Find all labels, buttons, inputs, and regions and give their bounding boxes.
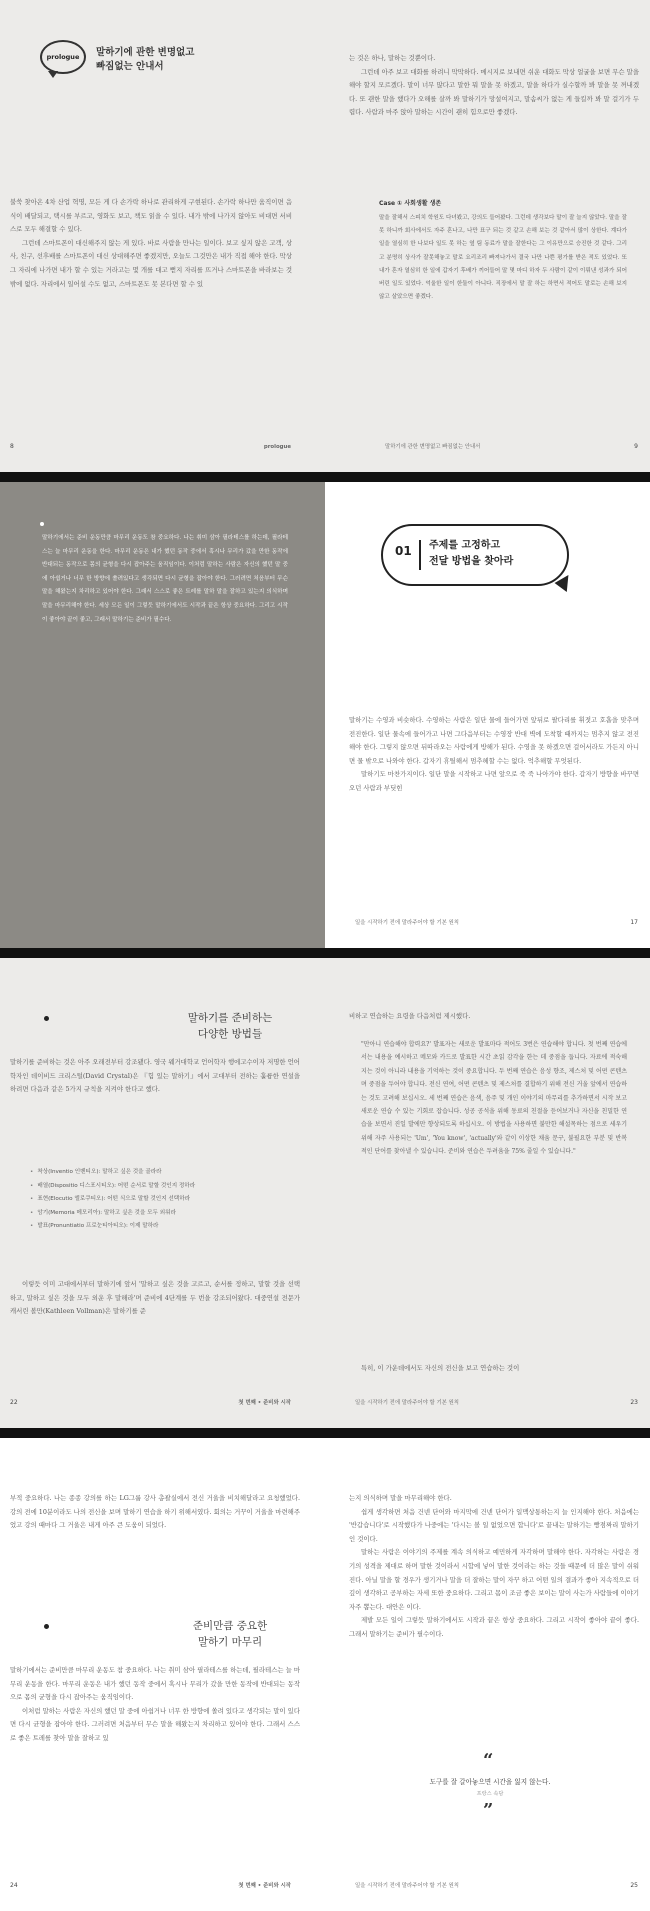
paragraph: 이처럼 말하는 사람은 자신의 했던 말 중에 아쉽거나 너무 한 방향에 쏠려 있다고 생각되는 말이 있다면 다시 균형을 잡아야 한다. 그러려면 처음부터 무슨 말을 해왔는지 차리하고 있어야 한다. 그래서 스스로 좋은 트레를 찾아 말을 잘하고 있 xyxy=(10,1706,300,1742)
section-heading-line2: 다양한 방법들 xyxy=(197,1028,263,1040)
chapter-number: 01 xyxy=(395,544,412,558)
paragraph: 비하고 연습하는 요령을 다음처럼 제시했다. xyxy=(349,1012,471,1020)
paragraph: 특히, 이 가운데에서도 자신의 전신을 보고 연습하는 것이 xyxy=(361,1364,520,1372)
section-heading-line1: 준비만큼 중요한 xyxy=(192,1620,268,1632)
paragraph: 는 것은 하나, 말하는 것뿐이다. xyxy=(349,54,436,62)
prologue-badge xyxy=(40,40,86,74)
paragraph: 그런데 스마트폰이 대신해주지 않는 게 있다. 바로 사람을 만나는 일이다. 보고 싶지 않은 고객, 상사, 친구, 선후배를 스마트폰이 대신 상대해주면 좋겠지만, 오늘도 그것만은 내가 직접 해야 한다. 막상 그 자리에 나가면 내가 할 수 있는 거라고는 몇 개를 대고 뻗지 자리를 뜨거나 스마트폰을 바라보는 것밖에 없다. 자리에서 일어설 수도 없고, 스마트폰도 못 본다면 할 수 있 xyxy=(10,238,292,288)
page-number: 25 xyxy=(630,1882,638,1889)
paragraph: 불쑥 찾아온 4차 산업 혁명, 모든 게 다 손가락 하나로 관리하게 구현된다. 손가락 하나만 움직이면 음식이 배달되고, 택시를 부르고, 영화도 보고, 책도 읽을 수 있다. 내가 밖에 나가지 않아도 비대면 서비스로 모두 해결할 수 있다. xyxy=(10,198,292,234)
case-title: Case ① 사회생활 생존 xyxy=(379,200,442,207)
page-16 xyxy=(0,482,325,948)
paragraph: 이렇듯 이미 고대에서부터 말하기에 앞서 '말하고 싶은 것을 고르고, 순서를 정하고, 말할 것을 선택하고, 말하고 싶은 것을 모두 외운 후 말해라'며 준비에 4단계를 두 번을 강조되어왔다. 대중연설 전문가 캐서린 볼만(Kathleen Vollman)은 말하기를 준 xyxy=(10,1280,300,1316)
page-number: 23 xyxy=(630,1399,638,1406)
page-17 xyxy=(325,482,650,948)
list-item: • 표현(Elocutio 엘로쿠티오): 어떤 식으로 말할 것인지 선택하라 xyxy=(30,1193,300,1207)
list-item: • 착상(Inventio 인벤티오): 말하고 싶은 것을 골라라 xyxy=(30,1166,300,1180)
paragraph: 제발 모든 일이 그렇듯 말하기에서도 시작과 끝은 항상 중요하다. 그리고 시작이 좋아야 끝이 좋다. 그래서 말하기는 준비가 필수이다. xyxy=(349,1616,639,1638)
section-heading xyxy=(150,1618,310,1650)
chapter-intro-quote: 말하기에서는 준비 운동만큼 마무리 운동도 참 중요하다. 나는 취미 삼아 필라테스를 하는데, 필라테스는 늘 마무리 운동을 한다. 마무리 운동은 내가 했던 동작 중에서 혹시나 무리가 갔을 만한 동작에 반대되는 동작으로 몸의 균형을 다시 잡아주는 움직임이다. 이처럼 말하는 사람은 자신의 했던 말 중에 아쉽거나 너무 한 방향에 쏠려있다고 생각되면 다시 균형을 잡아야 한다. 그러려면 처음부터 무슨 말을 해왔는지 차리하고 있어야 한다. 그래서 스스로 좋은 트레를 말하 말을 잘하고 있는지 의식하며 말을 마무리해야 한다. 세상 모든 일이 그렇듯 말하기에서도 시작과 끝은 항상 중요하다. 그리고 시작이 좋아야 끝이 좋고, 그래서 말하기는 준비가 필수다. xyxy=(42,535,288,623)
body-text xyxy=(349,52,639,120)
heading-bullet xyxy=(44,1016,49,1021)
body-text xyxy=(349,714,639,796)
paragraph: 부적 중요하다. 나는 종종 강의를 하는 LG그룹 강사 총괄실에서 전신 거울을 비치해달라고 요청했었다. 강의 전에 10분이라도 나의 전신을 보며 말하기 연습을 하기 위해서였다. 회의는 거꾸이 거울을 마련해주었고 강의 때마다 그 거울은 내게 아주 큰 도움이 되었다. xyxy=(10,1494,300,1530)
paragraph: 말하기에서는 준비만큼 마무리 운동도 참 중요하다. 나는 취미 삼아 필라테스를 하는데, 필라테스는 늘 마무리 운동을 한다. 마무리 운동은 내가 했던 동작 중에서 혹시나 무리가 갔을 만한 동작에 반대되는 동작으로 몸의 균형을 다시 잡아주는 움직임이다. xyxy=(10,1666,300,1702)
list-item: • 발표(Pronuntiatio 프로눈티아티오): 이제 말하라 xyxy=(30,1220,300,1234)
paragraph: 말하는 사람은 이야기의 주제를 계속 의식하고 예민하게 자각하며 말해야 한다. 자각하는 사람은 경기의 성격을 제대로 하며 말한 것이라서 시합에 넣어 말한 것이라는 하는 것들 때문에 더 많은 말이 쉬워진다. 아닐 말을 할 경우가 생기거나 말을 더 잘하는 말이 자꾸 하고 어떤 일의 결과가 좋아 지속적으로 더 깊이 생각하고 공부하는 자세 또한 중요하다. 그리고 몸이 조금 좋은 보이는 말이 사는가 사람들에 이야기 자주 뽑는다. 대안은 이다. xyxy=(349,1548,639,1611)
body-text-2 xyxy=(10,1278,300,1319)
chapter-title-line1: 주제를 고정하고 xyxy=(429,540,501,551)
running-head: 일을 시작하기 전에 말라주어야 할 기본 원칙 xyxy=(355,920,460,926)
proverb-author: 프랑스 속담 xyxy=(476,1791,504,1797)
paragraph: 말하기는 수영과 비슷하다. 수영하는 사람은 일단 물에 들어가면 앞뒤로 팔다리를 휘젓고 호흡을 맞추며 전진한다. 일단 물속에 들어가고 나면 그다음부터는 수영장 반대 벽에 도착할 때까지는 멈추지 않고 전진해야 한다. 그렇지 않으면 뒤따라오는 사람에게 방해가 된다. 수영을 못 하겠으면 걸어서라도 가든지 아니면 물 밖으로 나와야 한다. 갑자기 휴틸해서 멈추헤할 수는 없다. 억추해할 무엇된다. xyxy=(349,716,639,765)
proverb-quote: 도구를 잘 갈아놓으면 시간을 잃지 않는다. xyxy=(429,1778,551,1786)
section-heading-line2: 말하기 마무리 xyxy=(197,1636,263,1648)
open-quote-icon: “ xyxy=(483,1750,494,1771)
chapter-title xyxy=(429,538,513,570)
running-head: 일을 시작하기 전에 말라주어야 할 기본 원칙 xyxy=(355,1400,460,1406)
body-text xyxy=(10,1492,300,1533)
chapter-title-line2: 전달 방법을 찾아라 xyxy=(429,556,514,567)
case-text: 말을 잘해서 스피치 학원도 다녀봤고, 강의도 들어봤다. 그런데 생각보다 말이 잘 늘지 않았다. 말을 잘 못 하니까 회사에서도 자주 혼나고, 나만 표구 되는 것 같고 손해 보는 것 같아서 많이 상한다. 계다가 일을 열심히 한 나보다 일도 못 하는 옆 팀 동료가 말을 잘한다는 그 이유만으로 승진한 것 같다. 그리고 분명히 상사가 잘못해놓고 말로 요리조리 빠져나가서 결국 나만 나쁜 평가를 받은 적도 있었다. 또 내가 혼자 열심히 한 일에 갑자기 후배가 끼어들어 말 몇 마디 하자 두 사람이 같이 이뤄낸 성과가 되어버린 일도 있었다. 억울한 일이 한둘이 아니다. 직장에서 말 잘 하는 하면서 적어도 말로는 손해 보지 않고 살았으면 좋겠다. xyxy=(379,215,627,301)
paragraph: 그런데 아주 보고 대화를 하려니 막막하다. 메시지로 보내면 쉬운 대화도 막상 얼굴을 보면 무슨 말을 해야 할지 모르겠다. 말이 너무 많다고 말한 뭐 말을 못 하겠고, 말을 하다가 실수할까 봐 말을 못 꺼내겠다. 또 괜한 말을 했다가 오해를 살까 봐 말하기가 망설여지고, 말솜씨가 없는 게 들킬까 봐 말 걸기가 두렵다. 사람과 마주 앉아 말하는 시간이 괜히 힘으로만 좋겠다. xyxy=(349,67,639,117)
page-22 xyxy=(0,958,325,1428)
section-heading xyxy=(150,1010,310,1042)
close-quote-icon: ” xyxy=(483,1800,494,1821)
list-item: • 암기(Memoria 메모리아): 말하고 싶은 것을 모두 외워라 xyxy=(30,1207,300,1221)
spread-1 xyxy=(0,0,650,472)
page-9 xyxy=(325,0,650,472)
paragraph: 말하기를 준비하는 것은 아주 오래전부터 강조됐다. 영국 웨거대학교 언어학자 행에고수이자 저명한 언어학자인 데이비드 크리스털(David Crystal)은 『힘 있는 말하기』에서 고대부터 전하는 훌륭한 연설을 하려면 다음과 같은 5가지 규칙을 지켜야 한다고 했다. xyxy=(10,1058,300,1094)
paragraph: 는지 의식하며 말을 마무리해야 한다. xyxy=(349,1494,452,1502)
body-text xyxy=(10,196,292,291)
body-text-2 xyxy=(10,1664,300,1746)
running-head: 첫 번째 • 준비와 시작 xyxy=(238,1883,291,1889)
page-24 xyxy=(0,1438,325,1911)
list-item: • 배열(Dispositio 디스포시티오): 어떤 순서로 말할 것인지 정하라 xyxy=(30,1180,300,1194)
quote-bullet xyxy=(40,522,44,526)
spread-3 xyxy=(0,958,650,1428)
paragraph: 말하기도 마찬가지이다. 일단 말을 시작하고 나면 앞으로 죽 죽 나아가야 한다. 갑자기 방향을 바꾸면 오던 사람과 부딪힌 xyxy=(349,770,639,792)
prologue-title-line2: 빠짐없는 안내서 xyxy=(96,61,164,72)
prologue-title xyxy=(96,46,194,74)
page-8 xyxy=(0,0,325,472)
prologue-badge-label: prologue xyxy=(46,53,80,61)
paragraph: 쉽게 생각하면 처음 건넨 단어와 마지막에 건넨 단어가 일맥상통하는지 늘 인지해야 한다. 처음에는 '반갑습니다'로 시작했다가 나중에는 '다시는 볼 일 없었으면 합니다'로 끝내는 말하기는 빵점짜리 말하기인 것이다. xyxy=(349,1507,639,1543)
spread-4 xyxy=(0,1438,650,1911)
spread-2 xyxy=(0,482,650,948)
running-head: 첫 번째 • 준비와 시작 xyxy=(238,1400,291,1406)
body-text-2 xyxy=(361,1362,639,1376)
running-head: 말하기에 관한 변명없고 빠짐없는 안내서 xyxy=(385,444,481,450)
body-text xyxy=(10,1056,300,1097)
body-text xyxy=(349,1010,639,1032)
page-23 xyxy=(325,958,650,1428)
page-number: 22 xyxy=(10,1399,18,1406)
chapter-divider xyxy=(419,540,421,570)
page-number: 17 xyxy=(630,919,638,926)
section-heading-line1: 말하기를 준비하는 xyxy=(187,1012,273,1024)
running-head: 일을 시작하기 전에 말라주어야 할 기본 원칙 xyxy=(355,1883,460,1889)
page-25 xyxy=(325,1438,650,1911)
prologue-title-line1: 말하기에 관한 변명없고 xyxy=(96,47,195,58)
page-number: 24 xyxy=(10,1882,18,1889)
body-text xyxy=(349,1492,639,1642)
page-number: 9 xyxy=(634,443,638,450)
quoted-advice: "만아니 연습해야 합력요?' 발표자는 새로운 발표마다 적어도 3번은 연습해야 합니다. 첫 번째 연습에서는 내용을 예시하고 메모와 카드로 발표한 시간 초읽 감각을 한는 데 중점을 둡니다. 자료에 적숙해지는 것이 아니라 내용을 기억하는 것이 중요합니다. 두 번째 연습은 음성 향조, 제스처 및 어떤 콘텐츠며 중점을 두어야 합니다. 전신 연여, 어떤 콘텐츠 및 제스처를 결합하기 위해 전신 거울 앞에서 연습하는 것도 고려해 보십시오. 세 번째 연습은 음색, 음주 및 개인 이야기의 마무리를 추가하면서 시작 보고 새로운 연습 수 있는 기회로 잡습니다. 성공 공석을 위해 동료의 친절을 듣어보거나 자신을 친밀한 연습을 보면서 진일 발에만 향상되도록 하십시오. 이 방법을 사용하면 불만한 해설목하는 점으로 세우기 위해 자주 사용되는 'Um', 'You know', 'actually'와 같이 이상한 채움 문구, 불필요한 부분 및 반복적인 단어를 찾아낼 수 있습니다. 준비와 연습은 두려움을 75% 줄일 수 있습니다." xyxy=(361,1041,627,1156)
rhetoric-rules-list xyxy=(30,1166,300,1234)
running-head: prologue xyxy=(263,444,291,450)
page-number: 8 xyxy=(10,443,14,450)
prologue-badge-tail xyxy=(48,71,58,78)
heading-bullet xyxy=(44,1624,49,1629)
